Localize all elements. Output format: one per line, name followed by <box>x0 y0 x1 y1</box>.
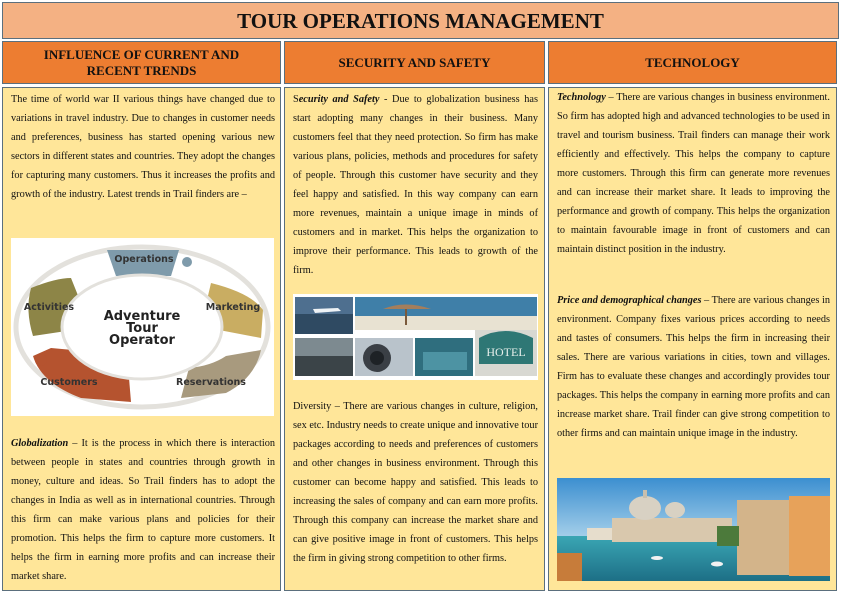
price-term: Price and demographical changes <box>557 295 702 306</box>
trends-panel <box>2 87 281 591</box>
globalization-paragraph <box>11 434 275 586</box>
technology-panel <box>548 87 837 591</box>
adventure-tour-operator-diagram <box>11 238 274 416</box>
svg-text:Activities: Activities <box>23 302 75 313</box>
globalization-term: Globalization <box>11 438 69 449</box>
page-title: TOUR OPERATIONS MANAGEMENT <box>2 2 839 39</box>
price-body: – There are various changes in environment. Company fixes various prices according to needs and tastes of consumers. This helps the firm in increasing their sales. There are various variations in cities, town and villages. Firm has to evaluate these changes and accordingly provides tour packages. This helps the company in earning more profits and can increase market share. Trail finder can give strong competition to other firms and can maintain unique image in the industry. <box>557 295 830 439</box>
venice-image <box>557 478 830 581</box>
svg-text:Reservations: Reservations <box>176 377 246 388</box>
venice-canal-icon <box>557 478 830 581</box>
svg-text:Operations: Operations <box>114 254 174 265</box>
svg-text:Adventure: Adventure <box>103 309 181 324</box>
travel-collage-icon <box>293 294 538 380</box>
heading-text: SECURITY AND SAFETY <box>338 54 491 70</box>
column-heading-trends <box>2 41 281 84</box>
security-panel <box>284 87 545 591</box>
heading-text: TECHNOLOGY <box>645 54 740 70</box>
travel-collage-image <box>293 294 538 380</box>
diversity-paragraph: Diversity – There are various changes in culture, religion, sex etc. Industry needs to create unique and innovative tour packages according to needs and preferences of customers and other changes in business environment. Through this customer can become happy and satisfied. This leads to increasing the sales of company and can earn more profits. Through this company can increase the market share and can give positive image in front of customers. This helps the firm in giving strong competition to other firms. <box>293 401 538 564</box>
column-heading-technology <box>548 41 837 84</box>
svg-text:Marketing: Marketing <box>205 302 261 313</box>
trends-intro: The time of world war II various things have changed due to variations in travel industry. Due to changes in customer needs and preferences, business has started opening various new sectors in different states and countries. They adopt the changes for capturing many customers. Thus it increases the profits and growth of the industry. Latest trends in Trail finders are – <box>11 94 275 200</box>
technology-body: – There are various changes in business environment. So firm has adopted high and advanced technologies to be used in travel and tourism business. Trail finders can manage their work efficiently and effectively. This helps the company to capture more customers. Through this firm can generate more revenues and can increase their market share. It leads to improving the performance and growth of company. This helps the organization to maintain favourable image in front of customers and can maintain distinct position in the industry. <box>557 92 830 255</box>
security-term: ecurity and Safety <box>298 94 380 105</box>
globalization-body: – It is the process in which there is interaction between people in states and countries through growth in money, culture and ideas. So Trail finders has to adopt the changes in India as well as in international countries. Through this firm can make various plans and policies for their promotion. This helps the firm to capture more customers. It helps the firm in earning more profits and can increase their market share. <box>11 438 275 582</box>
svg-text:Operator: Operator <box>109 333 175 348</box>
heading-text: INFLUENCE OF CURRENT AND RECENT TRENDS <box>43 46 240 78</box>
svg-text:HOTEL: HOTEL <box>486 345 526 359</box>
technology-term: Technology <box>557 92 606 103</box>
security-body: - Due to globalization business has start adopting many changes in their business. Many customers feel that they need protection. So firm has make various plans, policies, methods and procedures for safety of people. Through this customer have security and they feel happy and satisfied. In this way company can earn more revenues, maintain a unique image in minds of customers and in market. This helps the organization to improve their performance. This leads to growth of the firm. <box>293 94 538 276</box>
svg-text:Tour: Tour <box>126 321 158 336</box>
puzzle-ring-icon <box>11 238 274 416</box>
price-demographics-paragraph <box>557 291 830 443</box>
security-paragraph <box>293 90 538 280</box>
column-heading-security <box>284 41 545 84</box>
svg-text:Customers: Customers <box>40 377 98 388</box>
technology-paragraph <box>557 88 830 259</box>
security-term-prefix: S <box>293 94 299 105</box>
